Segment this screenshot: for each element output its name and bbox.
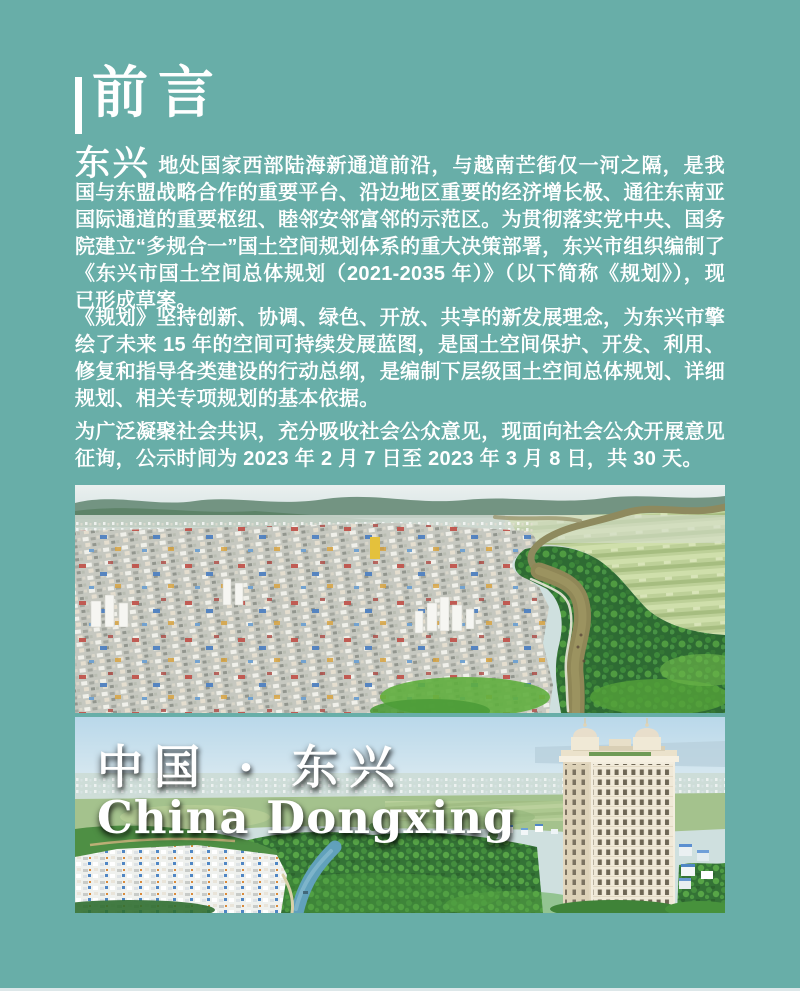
plan-paragraph: 《规划》坚持创新、协调、绿色、开放、共享的新发展理念，为东兴市擎绘了未来 15 年的空间可持续发展蓝图，是国土空间保护、开发、利用、修复和指导各类建设的行动总纲，是编制下层级国土空间总体规划、详细规划、相关专项规划的基本依据。	[75, 307, 725, 410]
notice-paragraph: 为广泛凝聚社会共识，充分吸收社会公众意见，现面向社会公众开展意见征询，公示时间为 2023 年 2 月 7 日至 2023 年 3 月 8 日，共 30 天。	[75, 421, 725, 470]
skyline-photo	[75, 717, 725, 913]
aerial-city-photo	[75, 485, 725, 713]
title-accent-bar	[75, 77, 82, 134]
page-title: 前言	[92, 60, 224, 126]
photo-caption-english: China Dongxing	[97, 791, 516, 844]
photo-caption-chinese: 中国 · 东兴	[97, 740, 407, 794]
lead-word: 东兴	[75, 143, 151, 184]
intro-paragraph-text: 地处国家西部陆海新通道前沿，与越南芒街仅一河之隔，是我国与东盟战略合作的重要平台、沿边地区重要的经济增长极、通往东南亚国际通道的重要枢纽、睦邻安邻富邻的示范区。为贯彻落实党中央、国务院建立“多规合一”国土空间规划体系的重大决策部署，东兴市组织编制了《东兴市国土空间总体规划（2021-2035 年）》（以下简称《规划》），现已形成草案。	[75, 155, 725, 312]
roof-structure	[609, 739, 631, 746]
gold-tower	[370, 537, 380, 559]
intro-paragraph	[75, 143, 725, 315]
aerial-city-illustration	[75, 485, 725, 713]
